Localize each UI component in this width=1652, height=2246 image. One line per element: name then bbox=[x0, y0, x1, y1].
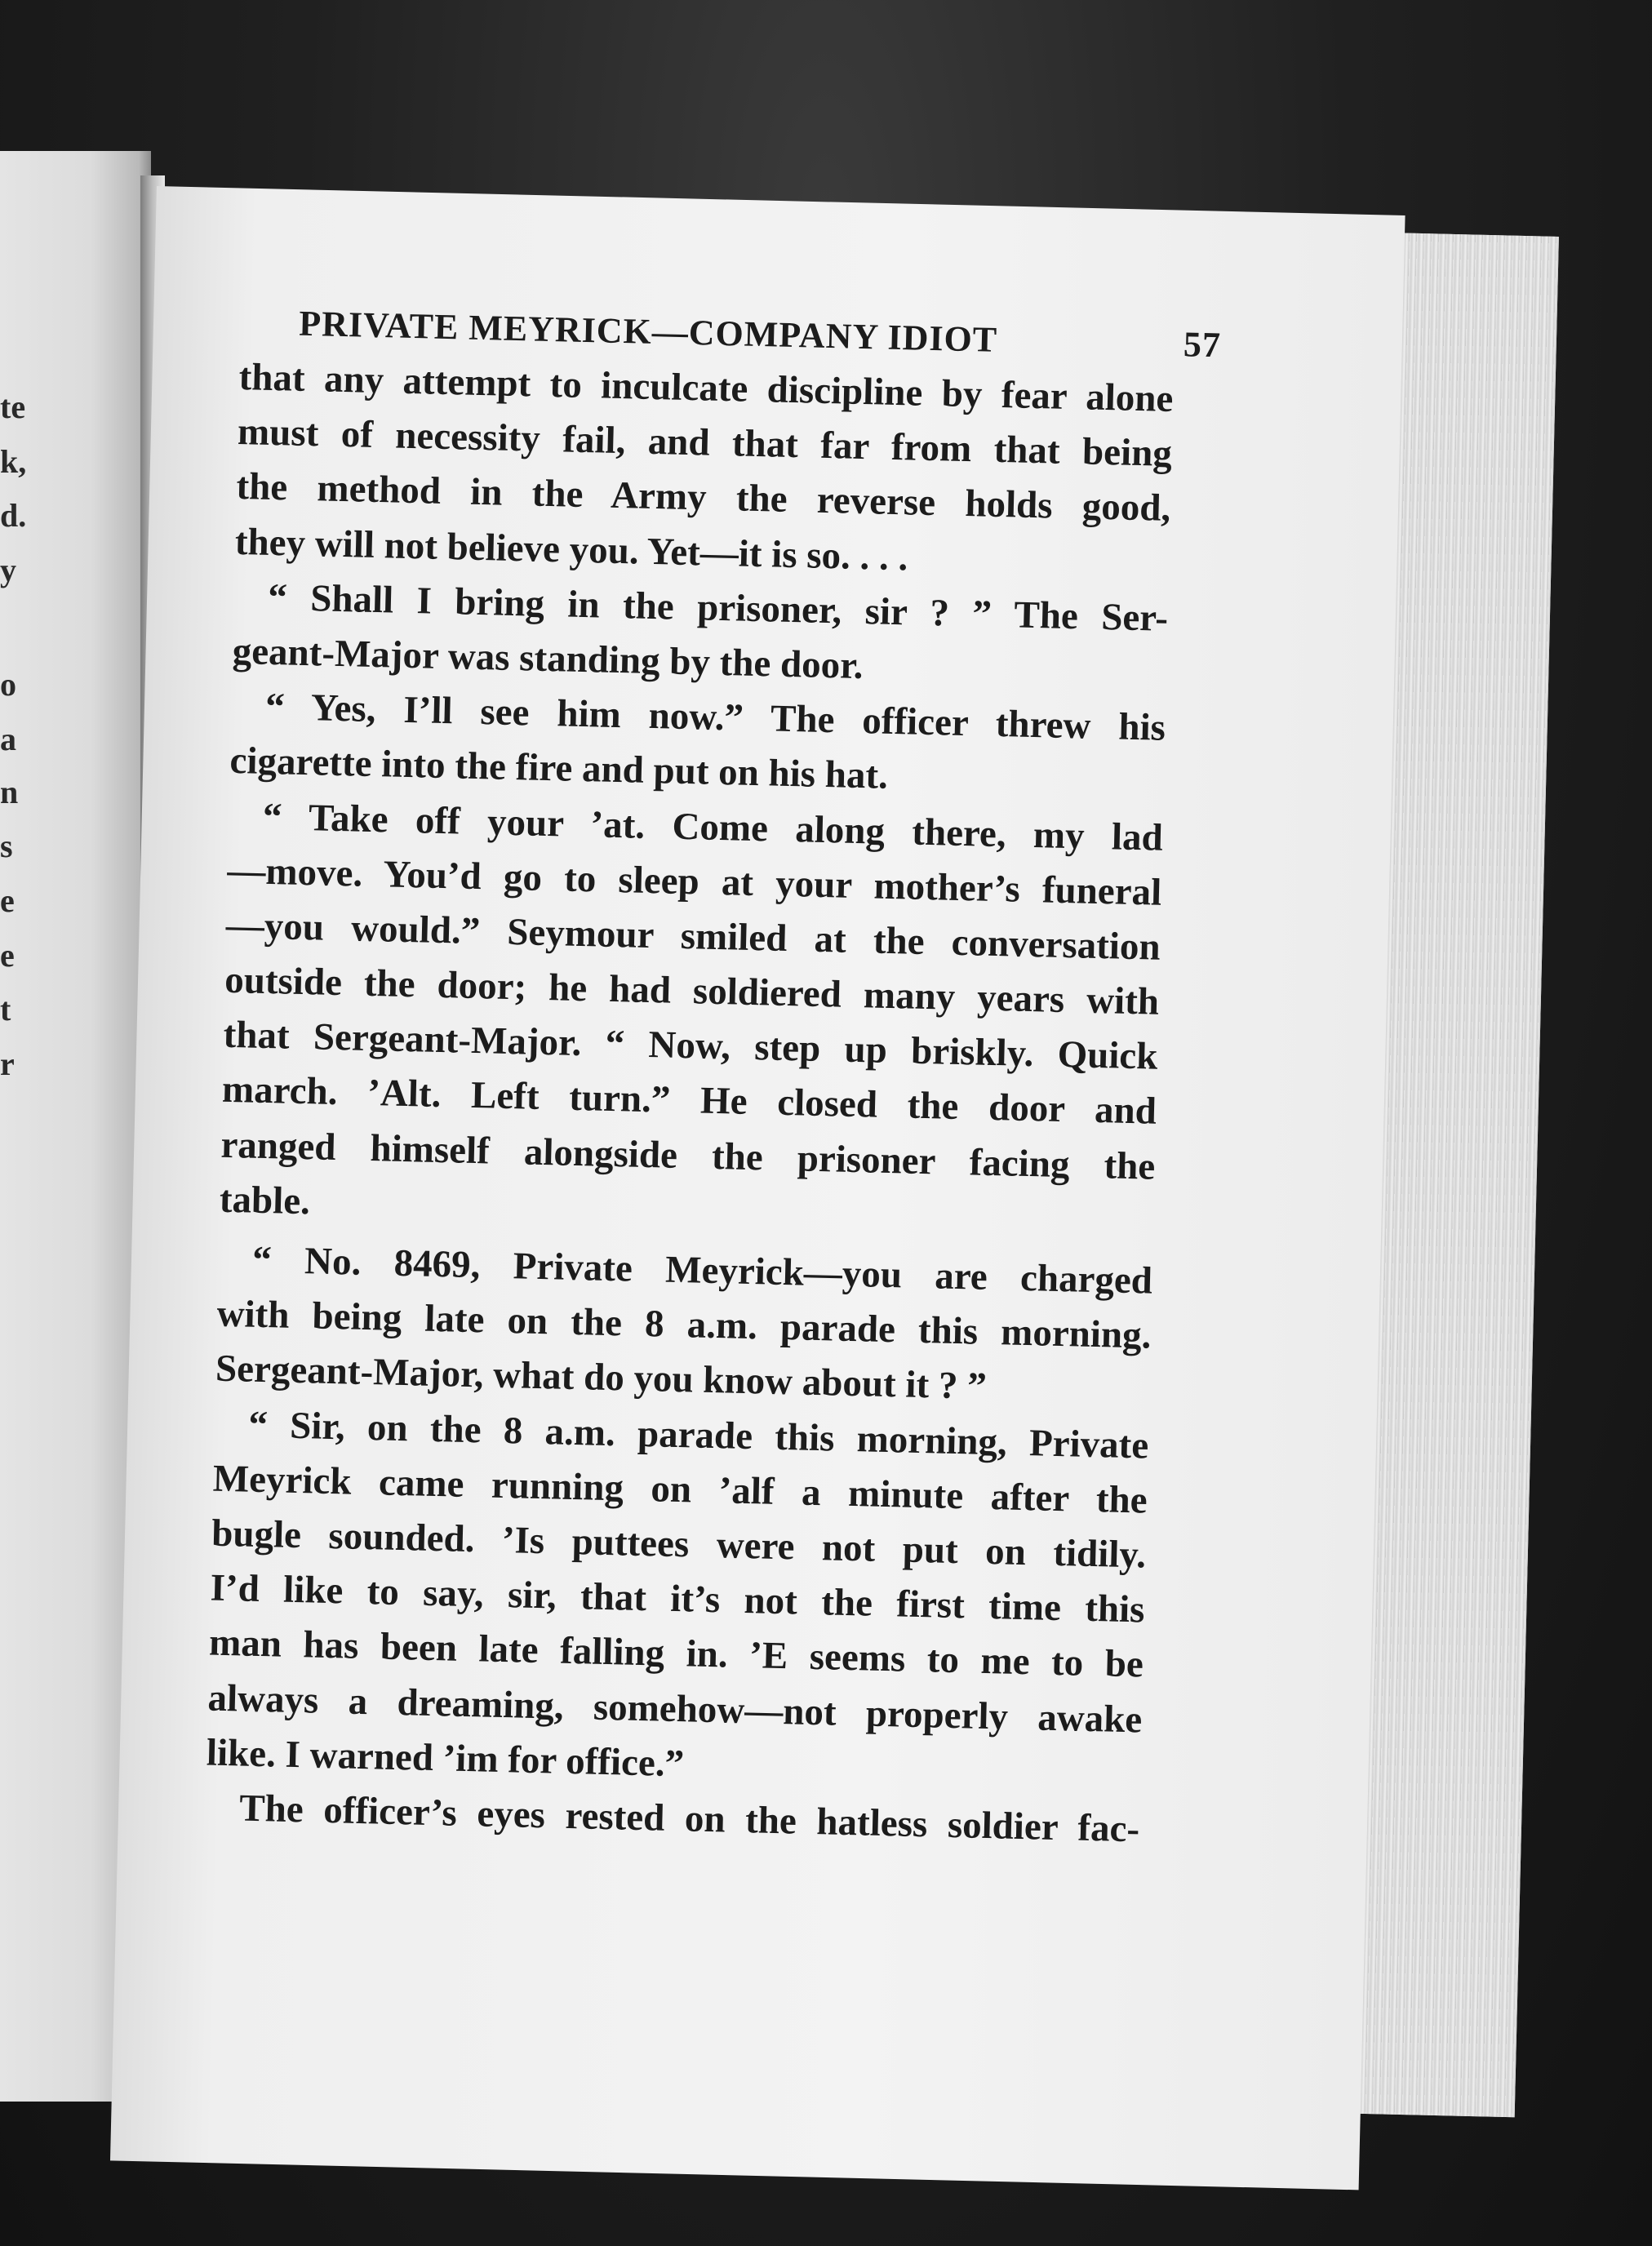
text-line: that Sergeant-Major. “ Now, step up briskly. Quick bbox=[223, 1014, 1159, 1078]
body-text bbox=[205, 350, 1175, 1858]
text-line: like. I warned ’im for office.” bbox=[206, 1731, 685, 1785]
left-page-fragment: a bbox=[0, 721, 16, 757]
text-line: geant-Major was standing by the door. bbox=[232, 629, 864, 688]
page-content bbox=[205, 298, 1222, 1858]
left-page-fragment: t bbox=[0, 991, 11, 1028]
text-line: with being late on the 8 a.m. parade this morning. bbox=[216, 1292, 1152, 1357]
text-line: outside the door; he had soldiered many years with bbox=[224, 958, 1160, 1023]
text-line: “ Sir, on the 8 a.m. parade this morning, Private bbox=[247, 1403, 1149, 1467]
left-page-fragment: te bbox=[0, 388, 26, 425]
left-page-fragment: r bbox=[0, 1045, 15, 1082]
text-line: —you would.” Seymour smiled at the conversation bbox=[225, 903, 1161, 969]
left-page-fragment: e bbox=[0, 937, 15, 974]
text-line: table. bbox=[219, 1178, 311, 1223]
text-line: that any attempt to inculcate discipline by fear alone bbox=[238, 355, 1175, 420]
left-page-fragment: y bbox=[0, 552, 16, 588]
text-line: “ No. 8469, Private Meyrick—you are charged bbox=[251, 1238, 1153, 1303]
running-head-title: PRIVATE MEYRICK—COMPANY IDIOT bbox=[298, 303, 998, 360]
text-line: “ Yes, I’ll see him now.” The officer threw his bbox=[264, 685, 1166, 749]
text-line: “ Take off your ’at. Come along there, my lad bbox=[262, 795, 1164, 859]
left-page-fragment: o bbox=[0, 666, 16, 703]
page-number: 57 bbox=[1183, 324, 1222, 366]
text-line: —move. You’d go to sleep at your mother’s funeral bbox=[226, 849, 1162, 914]
left-page-fragment: s bbox=[0, 828, 13, 864]
text-line: must of necessity fail, and that far from that being bbox=[237, 411, 1173, 476]
text-line: the method in the Army the reverse holds good, bbox=[235, 465, 1171, 530]
text-line: cigarette into the fire and put on his hat. bbox=[229, 739, 889, 798]
text-line: they will not believe you. Yet—it is so. . . . bbox=[234, 520, 908, 579]
left-page-fragment: d. bbox=[0, 497, 27, 534]
text-line: ranged himself alongside the prisoner facing the bbox=[220, 1123, 1156, 1188]
text-line: I’d like to say, sir, that it’s not the first time this bbox=[210, 1566, 1146, 1631]
text-line: “ Shall I bring in the prisoner, sir ? ” The Ser- bbox=[267, 575, 1169, 640]
left-page-fragment: n bbox=[0, 774, 19, 810]
text-line: march. ’Alt. Left turn.” He closed the door and bbox=[221, 1068, 1157, 1134]
text-line: Sergeant-Major, what do you know about it ? ” bbox=[215, 1347, 988, 1409]
left-page-fragment: e bbox=[0, 882, 15, 919]
text-line: bugle sounded. ’Is puttees were not put on tidily. bbox=[211, 1511, 1147, 1577]
left-page-fragment: k, bbox=[0, 443, 27, 480]
text-line: The officer’s eyes rested on the hatless soldier fac- bbox=[238, 1787, 1140, 1851]
text-line: always a dreaming, somehow—not properly awake bbox=[206, 1676, 1143, 1741]
text-line: Meyrick came running on ’alf a minute after the bbox=[212, 1457, 1148, 1522]
text-line: man has been late falling in. ’E seems to me to be bbox=[208, 1621, 1144, 1686]
